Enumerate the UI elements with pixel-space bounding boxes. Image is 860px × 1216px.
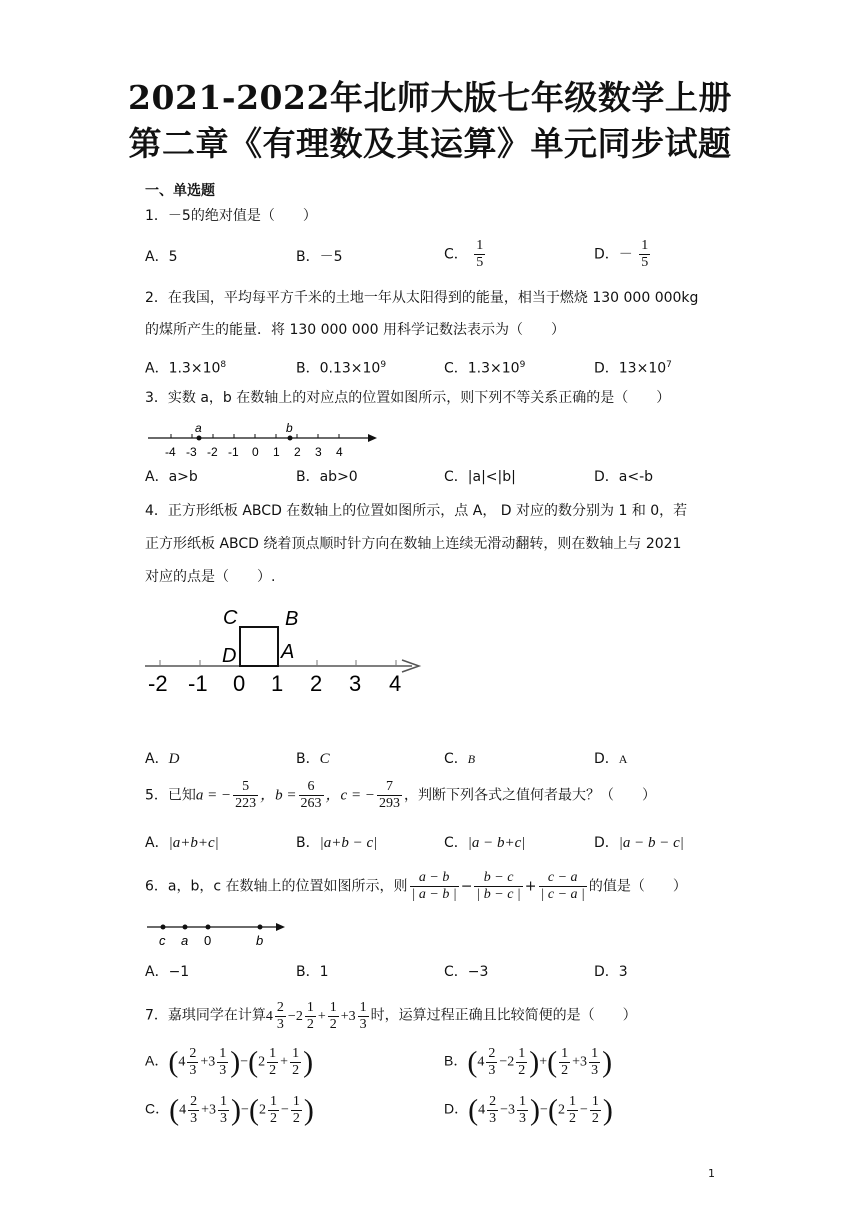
q6-fraction-3 [539, 870, 587, 903]
tick-label: 4 [389, 671, 402, 696]
q6-op2: + [524, 878, 537, 895]
q3-option-a: A．a>b [145, 469, 198, 485]
q1-stem: 1．－5的绝对值是（ ） [145, 208, 317, 224]
fraction-den: 5 [641, 255, 649, 270]
vertex-d-label: D [222, 645, 237, 667]
q4-option-a-label: A． [145, 751, 169, 767]
square-abcd [240, 627, 278, 666]
point-b-dot [258, 925, 263, 930]
q2-option-d [594, 355, 672, 379]
tick-label: 3 [315, 445, 322, 459]
q4-option-c-label: C． [444, 751, 468, 767]
q6-fraction-1 [410, 870, 459, 903]
q7-stem [145, 1000, 637, 1033]
tick-label: 2 [294, 445, 301, 459]
vertex-c-label: C [223, 607, 238, 629]
vertex-a-label: A [281, 641, 295, 663]
tick-label: 0 [233, 671, 246, 696]
q2-option-d-exp: 7 [666, 360, 672, 370]
q1-option-d-label: D．－ [594, 246, 633, 263]
tick-label: -1 [228, 445, 239, 459]
q7-pre: 7．嘉琪同学在计算 [145, 1007, 266, 1024]
q6-option-b: B．1 [296, 964, 329, 980]
q2-option-d-label: D．13×10 [594, 360, 667, 377]
tick-label: 1 [273, 445, 280, 459]
q1-option-c-fraction [474, 238, 485, 271]
q3-option-d: D．a<-b [594, 469, 654, 485]
q5-c-fraction [377, 779, 402, 812]
point-0-dot [206, 925, 211, 930]
q4-option-b-value: C [319, 751, 330, 767]
tick-label: 2 [310, 671, 323, 696]
q7-option-a-label: A． [145, 1052, 169, 1069]
point-b-dot [288, 436, 293, 441]
q2-stem-line1: 2．在我国，平均每平方千米的土地一年从太阳得到的能量，相当于燃烧 130 000 000kg [145, 290, 699, 306]
q6-op1: − [460, 878, 473, 895]
q6-stem [145, 870, 687, 903]
q5-option-d-value: |a − b − c| [618, 835, 684, 851]
point-b-label: b [286, 421, 293, 435]
q4-option-d-label: D． [594, 751, 619, 767]
q4-option-a-value: D [168, 751, 180, 767]
q4-option-b-label: B． [296, 751, 320, 767]
q5-option-b-value: |a+b − c| [319, 835, 378, 851]
q2-option-a-exp: 8 [220, 360, 227, 370]
point-a-dot [183, 925, 188, 930]
tick-label: -3 [186, 445, 197, 459]
document-title-line1: 2021-2022年北师大版七年级数学上册 [128, 78, 732, 117]
fraction-num: 1 [641, 238, 649, 253]
point-a-label: a [181, 933, 189, 948]
fraction-den: | b − c | [476, 887, 521, 902]
q5-option-d [594, 833, 684, 853]
point-a-dot [197, 436, 202, 441]
point-b-label: b [256, 933, 264, 948]
tick-label: 3 [349, 671, 362, 696]
q1-option-c-label: C． [444, 246, 468, 263]
q2-option-a [145, 355, 226, 379]
tick-label: 0 [252, 445, 259, 459]
q7-option-c-label: C． [145, 1100, 170, 1117]
q4-option-d [594, 749, 627, 769]
q7-option-b: B．(4 $\frac{2}{3}$ −2 $\frac{1}{2}$ )+( $\frac{1}{2}$ +3 $\frac{1}{3}$ ) [444, 1045, 613, 1079]
q6-option-d: D．3 [594, 964, 628, 980]
q4-number-line-figure [140, 600, 430, 700]
q5-option-b-label: B． [296, 835, 320, 851]
q4-stem-line2: 正方形纸板 ABCD 绕着顶点顺时针方向在数轴上连续无滑动翻转，则在数轴上与 2021 [145, 536, 682, 552]
q3-option-c: C．|a|<|b| [444, 469, 516, 485]
q2-stem-line2: 的煤所产生的能量．将 130 000 000 用科学记数法表示为（ ） [145, 322, 565, 338]
q5-option-d-label: D． [594, 835, 619, 851]
q5-stem [145, 779, 656, 812]
q1-option-d-fraction [639, 238, 650, 271]
q7-option-c: C．(4 $\frac{2}{3}$ +3 $\frac{1}{3}$ )−(2 $\frac{1}{2}$ − $\frac{1}{2}$ ) [145, 1093, 314, 1127]
fraction-num: 1 [476, 238, 484, 253]
q7-option-a: A．(4 $\frac{2}{3}$ +3 $\frac{1}{3}$ )−(2 $\frac{1}{2}$ + $\frac{1}{2}$ ) [145, 1045, 314, 1079]
q6-post: 的值是（ ） [588, 878, 687, 895]
q4-stem-line1: 4．正方形纸板 ABCD 在数轴上的位置如图所示，点 A， D 对应的数分别为 1 和 0，若 [145, 503, 688, 519]
tick-label: -2 [148, 671, 168, 696]
fraction-den: 223 [235, 796, 257, 811]
q6-number-line [145, 915, 295, 950]
section-heading: 一、单选题 [145, 183, 215, 199]
q7-expression: 4 $\frac{2}{3}$ −2 $\frac{1}{2}$ + $\frac{1}{2}$ +3 $\frac{1}{3}$ [265, 1000, 367, 1032]
point-a-label: a [195, 421, 202, 435]
q7-post: 时，运算过程正确且比较简便的是（ ） [370, 1007, 637, 1024]
fraction-num: 6 [307, 779, 315, 794]
q5-option-a [145, 833, 219, 853]
q1-option-d [594, 238, 652, 271]
fraction-num: 7 [385, 779, 393, 794]
q3-stem: 3．实数 a，b 在数轴上的对应点的位置如图所示，则下列不等关系正确的是（ ） [145, 390, 671, 406]
fraction-den: | a − b | [411, 887, 457, 902]
q5-option-c-label: C． [444, 835, 468, 851]
fraction-den: | c − a | [540, 887, 585, 902]
fraction-den: 5 [476, 255, 484, 270]
fraction-num: 5 [242, 779, 250, 794]
vertex-b-label: B [285, 608, 299, 630]
q2-option-c [444, 355, 525, 379]
q2-option-c-exp: 9 [519, 360, 526, 370]
tick-label: -1 [188, 671, 208, 696]
q1-option-a: A．5 [145, 249, 178, 265]
fraction-num: c − a [547, 870, 578, 885]
point-0-label: 0 [204, 933, 212, 948]
q6-fraction-2 [474, 870, 522, 903]
q5-b-lhs: ，b = [260, 787, 297, 804]
q2-option-b [296, 355, 386, 379]
q4-stem-line3: 对应的点是（ ）. [145, 569, 276, 585]
q2-option-b-label: B．0.13×10 [296, 360, 381, 377]
q5-a-lhs: a = − [195, 787, 232, 804]
q5-post: ，判断下列各式之值何者最大？（ ） [403, 787, 656, 804]
q3-option-b: B．ab>0 [296, 469, 358, 485]
q1-option-b: B．－5 [296, 249, 343, 265]
q3-number-line [145, 414, 385, 464]
q4-option-d-value: A [618, 752, 628, 766]
axis-arrow [276, 923, 285, 931]
q5-option-c [444, 833, 525, 853]
q7-option-d: D．(4 $\frac{2}{3}$ −3 $\frac{1}{3}$ )−(2 $\frac{1}{2}$ − $\frac{1}{2}$ ) [444, 1093, 613, 1127]
axis-arrow [368, 434, 377, 442]
q5-b-fraction [299, 779, 324, 812]
fraction-den: 293 [378, 796, 400, 811]
q1-option-c [444, 238, 487, 271]
fraction-den: 263 [300, 796, 322, 811]
tick-label: 1 [271, 671, 284, 696]
tick-label: 4 [336, 445, 343, 459]
point-c-dot [161, 925, 166, 930]
document-title-line2: 第二章《有理数及其运算》单元同步试题 [128, 124, 732, 163]
q4-option-a [145, 749, 179, 769]
q6-pre: 6．a，b，c 在数轴上的位置如图所示，则 [145, 878, 408, 895]
fraction-num: a − b [418, 870, 450, 885]
q5-c-lhs: ，c = − [325, 787, 375, 804]
point-c-label: c [159, 933, 166, 948]
q7-option-b-label: B． [444, 1052, 468, 1069]
q5-option-a-label: A． [145, 835, 169, 851]
q6-option-c: C．−3 [444, 964, 489, 980]
q2-option-a-label: A．1.3×10 [145, 360, 221, 377]
q5-a-fraction [233, 779, 258, 812]
q5-pre: 5．已知 [145, 787, 196, 804]
q6-option-a: A．−1 [145, 964, 190, 980]
q2-option-b-exp: 9 [380, 360, 387, 370]
tick-label: -2 [207, 445, 218, 459]
q7-option-d-label: D． [444, 1100, 469, 1117]
page-number: 1 [708, 1167, 715, 1180]
tick-label: -4 [165, 445, 176, 459]
q5-option-a-value: |a+b+c| [168, 835, 219, 851]
q5-option-b [296, 833, 377, 853]
q5-option-c-value: |a − b+c| [467, 835, 526, 851]
fraction-num: b − c [483, 870, 514, 885]
q4-option-c-value: B [467, 752, 476, 766]
q4-option-c [444, 749, 475, 769]
q4-option-b [296, 749, 330, 769]
q2-option-c-label: C．1.3×10 [444, 360, 520, 377]
